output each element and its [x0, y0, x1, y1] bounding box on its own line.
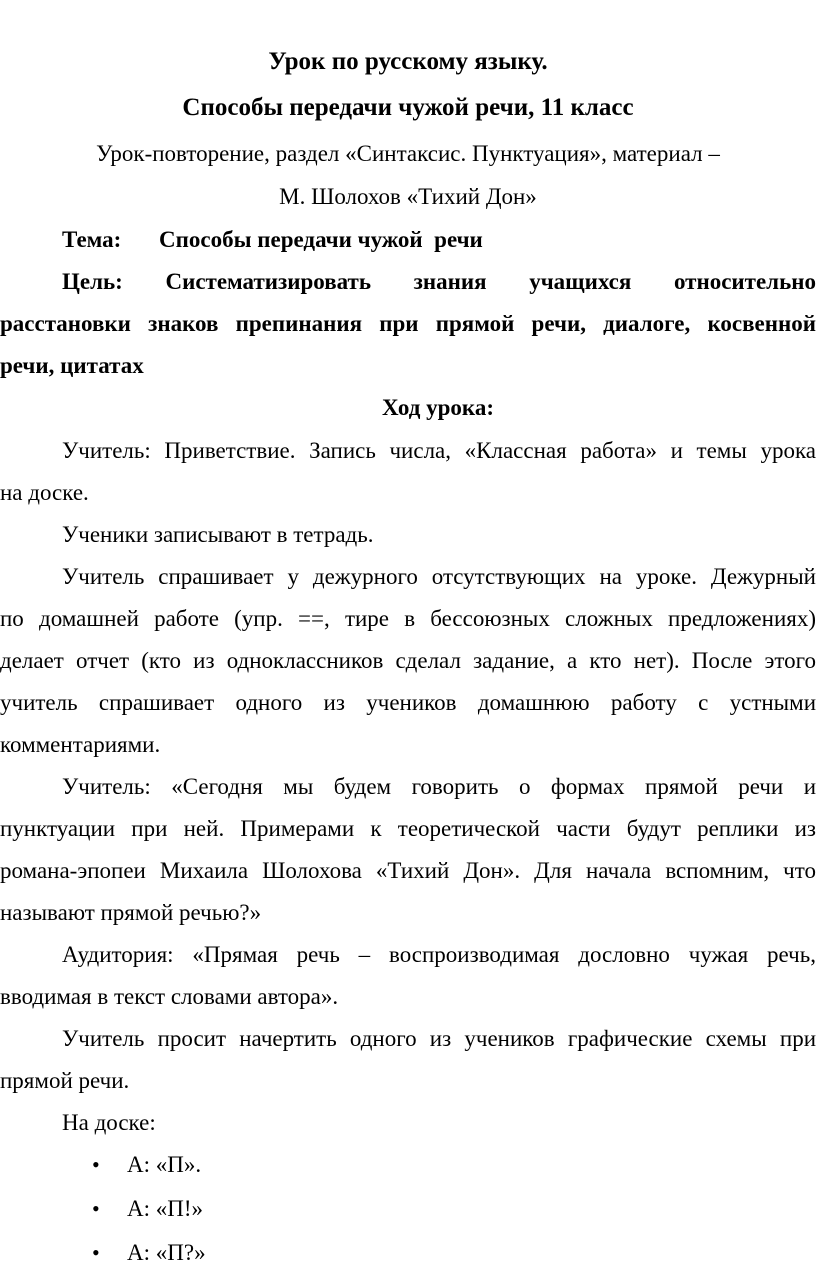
paragraph-6-line-2: прямой речи.	[0, 1068, 130, 1093]
paragraph-7-line-1: На доске:	[62, 1110, 156, 1135]
goal-line-1: Цель: Систематизировать знания учащихся относительно	[62, 269, 816, 294]
bullet-item-1: А: «П».	[127, 1152, 202, 1177]
bullet-item-3: А: «П?»	[127, 1240, 206, 1265]
paragraph-3-line-4: учитель спрашивает одного из учеников домашнюю работу с устными	[0, 690, 816, 715]
paragraph-4-line-1: Учитель: «Сегодня мы будем говорить о формах прямой речи и	[62, 774, 816, 799]
bullet-dot-icon: •	[92, 1240, 100, 1265]
paragraph-5-line-2: вводимая в текст словами автора».	[0, 984, 339, 1009]
lesson-heading: Ход урока:	[382, 395, 494, 420]
paragraph-3-line-5: комментариями.	[0, 732, 161, 757]
bullet-dot-icon: •	[92, 1152, 100, 1177]
subtitle-line-2: М. Шолохов «Тихий Дон»	[279, 184, 537, 209]
topic-label: Тема:	[62, 227, 122, 252]
bullet-dot-icon: •	[92, 1196, 100, 1221]
goal-line-2: расстановки знаков препинания при прямой речи, диалоге, косвенной	[0, 311, 816, 336]
paragraph-3-line-2: по домашней работе (упр. ==, тире в бессоюзных сложных предложениях)	[0, 606, 816, 631]
paragraph-1-line-2: на доске.	[0, 480, 89, 505]
paragraph-4-line-4: называют прямой речью?»	[0, 900, 262, 925]
paragraph-2-line-1: Ученики записывают в тетрадь.	[62, 522, 374, 547]
topic-value: Способы передачи чужой речи	[159, 227, 483, 252]
paragraph-1-line-1: Учитель: Приветствие. Запись числа, «Классная работа» и темы урока	[62, 438, 816, 463]
title-line-1: Урок по русскому языку.	[268, 48, 548, 75]
paragraph-6-line-1: Учитель просит начертить одного из учеников графические схемы при	[62, 1026, 816, 1051]
subtitle-line-1: Урок-повторение, раздел «Синтаксис. Пунктуация», материал –	[96, 141, 720, 166]
paragraph-4-line-2: пунктуации при ней. Примерами к теоретической части будут реплики из	[0, 816, 816, 841]
title-line-2: Способы передачи чужой речи, 11 класс	[182, 94, 634, 121]
paragraph-3-line-3: делает отчет (кто из одноклассников сделал задание, а кто нет). После этого	[0, 648, 816, 673]
paragraph-3-line-1: Учитель спрашивает у дежурного отсутствующих на уроке. Дежурный	[62, 564, 816, 589]
paragraph-5-line-1: Аудитория: «Прямая речь – воспроизводимая дословно чужая речь,	[62, 942, 816, 967]
goal-line-3: речи, цитатах	[0, 353, 144, 378]
bullet-item-2: А: «П!»	[127, 1196, 204, 1221]
paragraph-4-line-3: романа-эпопеи Михаила Шолохова «Тихий Дон». Для начала вспомним, что	[0, 858, 816, 883]
